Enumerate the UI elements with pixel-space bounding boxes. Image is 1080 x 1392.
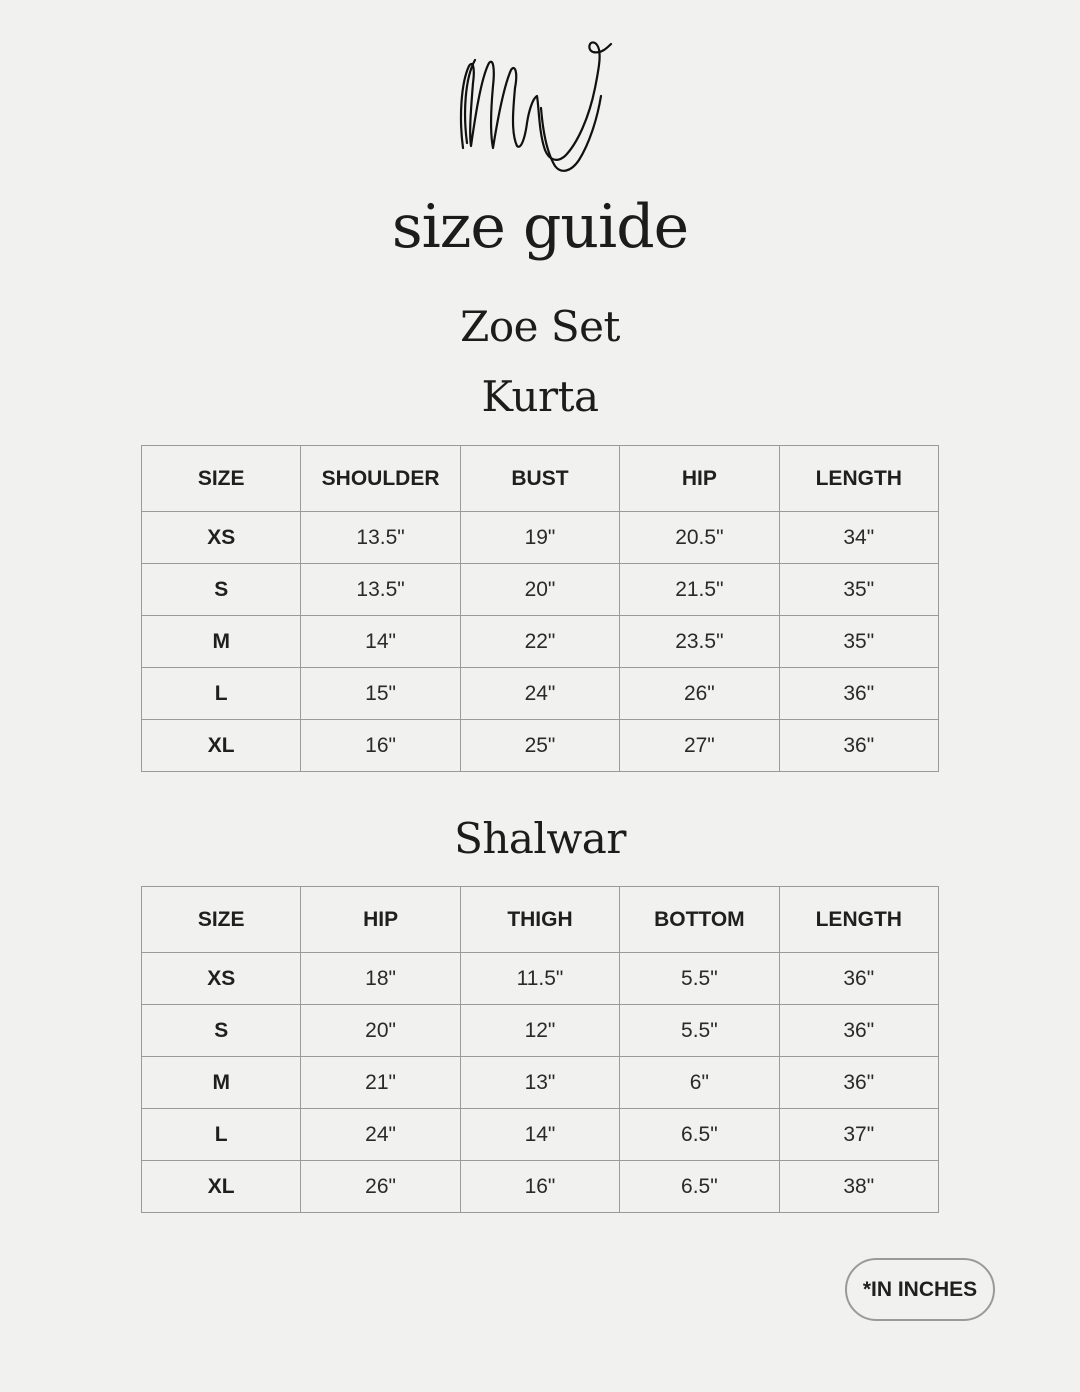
table-cell: 36" [779, 1005, 938, 1057]
table-cell: 19" [460, 512, 619, 564]
size-cell: XL [142, 1161, 301, 1213]
table-cell: 20.5" [620, 512, 779, 564]
table-cell: 16" [460, 1161, 619, 1213]
table-row [142, 1057, 939, 1109]
table-cell: 5.5" [620, 1005, 779, 1057]
brand-logo-monogram [455, 38, 620, 178]
column-header: BOTTOM [620, 887, 779, 953]
column-header: SIZE [142, 446, 301, 512]
table-cell: 6" [620, 1057, 779, 1109]
size-cell: L [142, 668, 301, 720]
table-cell: 26" [301, 1161, 460, 1213]
table-cell: 14" [460, 1109, 619, 1161]
table-cell: 20" [301, 1005, 460, 1057]
page-title: size guide [391, 192, 689, 262]
table-row [142, 564, 939, 616]
table-cell: 11.5" [460, 953, 619, 1005]
table-cell: 23.5" [620, 616, 779, 668]
table-cell: 36" [779, 720, 938, 772]
table-cell: 34" [779, 512, 938, 564]
size-cell: M [142, 616, 301, 668]
shalwar-heading: Shalwar [454, 814, 626, 863]
size-cell: S [142, 564, 301, 616]
column-header: SIZE [142, 887, 301, 953]
table-row [142, 953, 939, 1005]
size-cell: XL [142, 720, 301, 772]
table-cell: 12" [460, 1005, 619, 1057]
column-header: SHOULDER [301, 446, 460, 512]
table-cell: 24" [301, 1109, 460, 1161]
table-cell: 15" [301, 668, 460, 720]
table-header-row [142, 446, 939, 512]
table-cell: 25" [460, 720, 619, 772]
table-cell: 38" [779, 1161, 938, 1213]
column-header: LENGTH [779, 887, 938, 953]
table-row [142, 1161, 939, 1213]
table-cell: 18" [301, 953, 460, 1005]
table-row [142, 720, 939, 772]
table-cell: 13.5" [301, 564, 460, 616]
size-cell: M [142, 1057, 301, 1109]
table-cell: 37" [779, 1109, 938, 1161]
table-cell: 36" [779, 1057, 938, 1109]
table-cell: 36" [779, 668, 938, 720]
table-cell: 13.5" [301, 512, 460, 564]
size-cell: S [142, 1005, 301, 1057]
size-cell: XS [142, 953, 301, 1005]
table-cell: 36" [779, 953, 938, 1005]
size-cell: XS [142, 512, 301, 564]
table-row [142, 616, 939, 668]
shalwar-size-table [141, 886, 939, 1213]
table-cell: 6.5" [620, 1109, 779, 1161]
column-header: BUST [460, 446, 619, 512]
table-cell: 26" [620, 668, 779, 720]
table-header-row [142, 887, 939, 953]
table-cell: 24" [460, 668, 619, 720]
column-header: HIP [301, 887, 460, 953]
table-cell: 6.5" [620, 1161, 779, 1213]
table-row [142, 1005, 939, 1057]
table-cell: 16" [301, 720, 460, 772]
size-cell: L [142, 1109, 301, 1161]
table-cell: 5.5" [620, 953, 779, 1005]
unit-note-badge: *IN INCHES [845, 1258, 995, 1321]
set-name: Zoe Set [460, 302, 620, 351]
table-cell: 35" [779, 564, 938, 616]
kurta-heading: Kurta [481, 372, 599, 421]
table-cell: 22" [460, 616, 619, 668]
table-row [142, 1109, 939, 1161]
table-row [142, 668, 939, 720]
table-cell: 13" [460, 1057, 619, 1109]
table-cell: 27" [620, 720, 779, 772]
table-cell: 14" [301, 616, 460, 668]
column-header: LENGTH [779, 446, 938, 512]
table-cell: 21.5" [620, 564, 779, 616]
column-header: HIP [620, 446, 779, 512]
table-cell: 20" [460, 564, 619, 616]
column-header: THIGH [460, 887, 619, 953]
table-cell: 21" [301, 1057, 460, 1109]
table-row [142, 512, 939, 564]
kurta-size-table [141, 445, 939, 772]
table-cell: 35" [779, 616, 938, 668]
